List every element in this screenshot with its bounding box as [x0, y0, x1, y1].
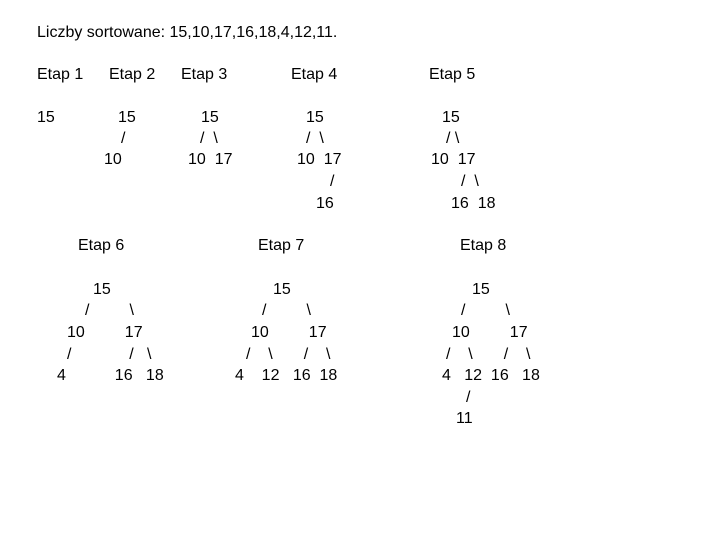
- tree-line: / \: [461, 173, 479, 190]
- tree-line: /: [466, 389, 471, 406]
- tree-line: / \: [461, 302, 510, 319]
- tree-line: 10 17: [297, 151, 342, 168]
- tree-line: / \ / \: [246, 346, 331, 363]
- tree-line: / \: [262, 302, 311, 319]
- tree-line: 15: [306, 109, 324, 126]
- tree-line: 4 12 16 18: [442, 367, 540, 384]
- tree-line: 10 17: [67, 324, 143, 341]
- stage-label-7: Etap 7: [258, 237, 305, 254]
- tree-line: 11: [456, 410, 473, 427]
- tree-line: 16 18: [451, 195, 496, 212]
- stage-label-3: Etap 3: [181, 66, 228, 83]
- stage-label-8: Etap 8: [460, 237, 507, 254]
- tree-line: 15: [442, 109, 460, 126]
- tree-line: 10: [104, 151, 122, 168]
- tree-line: / / \: [67, 346, 152, 363]
- tree-line: 10 17: [188, 151, 233, 168]
- tree-line: / \: [85, 302, 134, 319]
- stage-label-2: Etap 2: [109, 66, 156, 83]
- tree-line: 4 16 18: [57, 367, 164, 384]
- tree-line: 15: [273, 281, 291, 298]
- tree-line: / \: [446, 130, 460, 147]
- tree-line: /: [121, 130, 126, 147]
- tree-line: 10 17: [431, 151, 476, 168]
- stage-label-1: Etap 1: [37, 66, 84, 83]
- diagram-title: Liczby sortowane: 15,10,17,16,18,4,12,11.: [37, 24, 338, 41]
- tree-line: 15: [93, 281, 111, 298]
- stage-label-5: Etap 5: [429, 66, 476, 83]
- tree-line: 10 17: [251, 324, 327, 341]
- tree-line: 15: [472, 281, 490, 298]
- tree-line: 15: [118, 109, 136, 126]
- tree-line: 4 12 16 18: [235, 367, 338, 384]
- tree-line: 16: [316, 195, 334, 212]
- tree-line: /: [330, 173, 335, 190]
- stage-label-4: Etap 4: [291, 66, 338, 83]
- tree-line: 10 17: [452, 324, 528, 341]
- tree-line: / \: [306, 130, 324, 147]
- tree-line: / \ / \: [446, 346, 531, 363]
- tree-line: 15: [201, 109, 219, 126]
- tree-line: / \: [200, 130, 218, 147]
- tree-line: 15: [37, 109, 55, 126]
- stage-label-6: Etap 6: [78, 237, 125, 254]
